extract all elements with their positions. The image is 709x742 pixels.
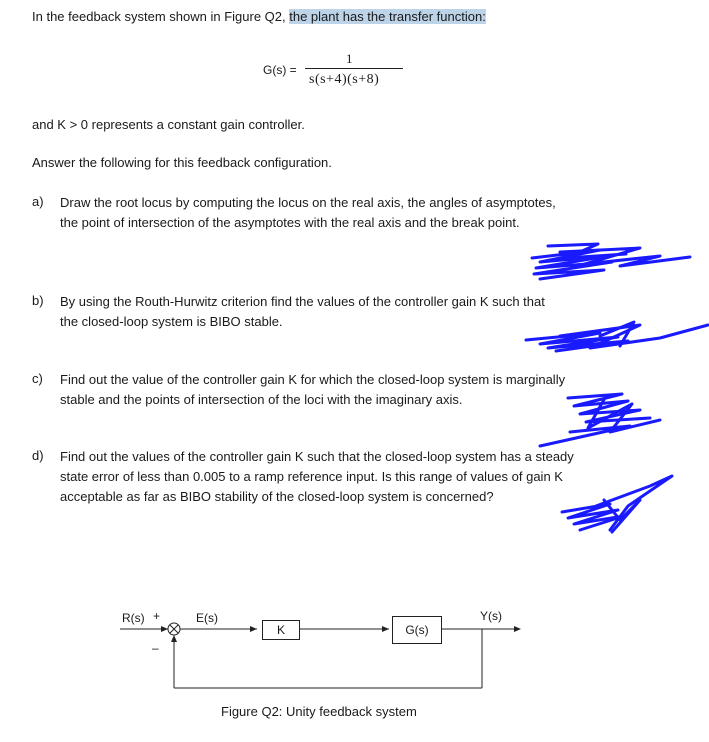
scribble-mark-a [532, 244, 690, 279]
question-line: Draw the root locus by computing the locus on the real axis, the angles of asymptotes, [60, 195, 556, 210]
error-label: E(s) [196, 611, 218, 625]
intro-prefix: In the feedback system shown in Figure Q2, [32, 9, 290, 24]
output-label: Y(s) [480, 609, 502, 623]
question-line: state error of less than 0.005 to a ramp reference input. Is this range of values of gain K [60, 469, 563, 484]
question-line: the closed-loop system is BIBO stable. [60, 314, 283, 329]
scribble-mark-d [562, 476, 672, 532]
controller-label: K [276, 623, 285, 637]
minus-sign: – [152, 641, 159, 655]
intro-highlight: the plant has the transfer function: [289, 9, 486, 24]
instruction: Answer the following for this feedback configuration. [32, 155, 332, 170]
question-c-label: c) [32, 371, 43, 386]
transfer-function-lhs: G(s) = [263, 63, 297, 77]
input-label: R(s) [122, 611, 145, 625]
plus-sign: + [153, 609, 161, 623]
block-diagram-wires [120, 623, 514, 688]
question-b-label: b) [32, 293, 44, 308]
controller-block [262, 620, 300, 640]
scribble-mark-b [526, 322, 708, 351]
plant-block [392, 616, 442, 644]
question-line: the point of intersection of the asymptotes with the real axis and the break point. [60, 215, 520, 230]
figure-caption: Figure Q2: Unity feedback system [221, 704, 417, 719]
question-d-label: d) [32, 448, 44, 463]
question-line: By using the Routh-Hurwitz criterion find the values of the controller gain K such that [60, 294, 545, 309]
plant-label: G(s) [405, 623, 429, 637]
block-diagram-arrows [161, 626, 521, 642]
gain-note: and K > 0 represents a constant gain controller. [32, 117, 305, 132]
question-line: Find out the value of the controller gain K for which the closed-loop system is marginally [60, 372, 566, 387]
transfer-function-numerator: 1 [346, 51, 353, 66]
question-line: stable and the points of intersection of the loci with the imaginary axis. [60, 392, 463, 407]
question-line: acceptable as far as BIBO stability of the closed-loop system is concerned? [60, 489, 494, 504]
transfer-function-denominator: s(s+4)(s+8) [309, 72, 380, 87]
question-line: Find out the values of the controller gain K such that the closed-loop system has a steady [60, 449, 574, 464]
question-a-label: a) [32, 194, 44, 209]
scribble-mark-c [540, 394, 660, 446]
